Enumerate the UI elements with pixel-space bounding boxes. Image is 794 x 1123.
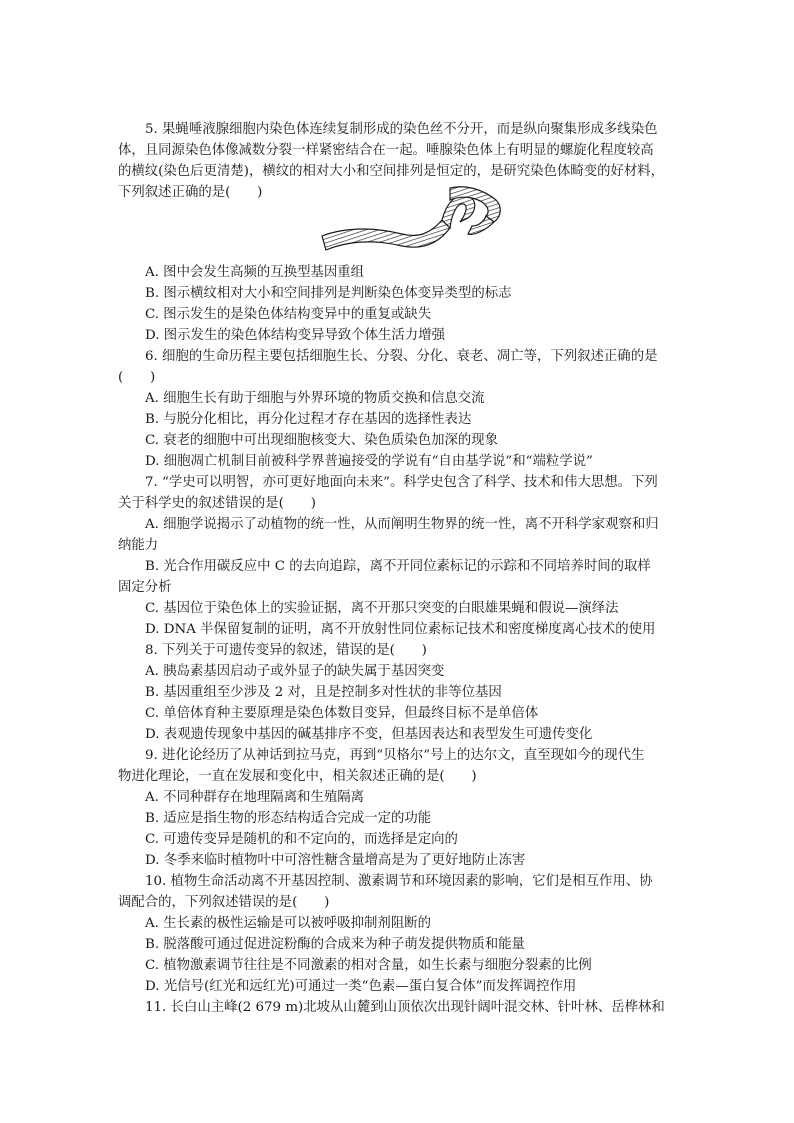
question-6-option-c: C. 衰老的细胞中可出现细胞核变大、染色质染色加深的现象 [145, 433, 499, 448]
question-6-option-b: B. 与脱分化相比，再分化过程才存在基因的选择性表达 [145, 412, 472, 427]
question-10-option-a: A. 生长素的极性运输是可以被呼吸抑制剂阻断的 [145, 916, 431, 931]
question-7-option-c: C. 基因位于染色体上的实验证据，离不开那只突变的白眼雄果蝇和假说—演绎法 [145, 601, 619, 616]
question-8-option-b: B. 基因重组至少涉及 2 对，且是控制多对性状的非等位基因 [145, 685, 502, 700]
question-7-option-a-cont: 纳能力 [118, 538, 159, 553]
question-8-option-c: C. 单倍体育种主要原理是染色体数目变异，但最终目标不是单倍体 [145, 706, 539, 721]
question-5-option-a: A. 图中会发生高频的互换型基因重组 [145, 265, 365, 280]
chromosome-loop [442, 195, 475, 228]
chromosome-band-left [322, 220, 450, 250]
question-8-option-d: D. 表观遗传现象中基因的碱基排序不变，但基因表达和表型发生可遗传变化 [145, 727, 593, 742]
question-5-line-3: 的横纹(染色后更清楚)，横纹的相对大小和空间排列是恒定的，是研究染色体畸变的好材料， [118, 164, 665, 179]
question-9-line-1: 9. 进化论经历了从神话到拉马克，再到“贝格尔”号上的达尔文，直至现如今的现代生 [145, 748, 645, 763]
question-10-line-1: 10. 植物生命活动离不开基因控制、激素调节和环境因素的影响，它们是相互作用、协 [145, 874, 653, 889]
question-11-line-1: 11. 长白山主峰(2 679 m)北坡从山麓到山顶依次出现针阔叶混交林、针叶林、岳桦林和 [145, 1000, 665, 1015]
question-10-option-c: C. 植物激素调节往往是不同激素的相对含量，如生长素与细胞分裂素的比例 [145, 958, 592, 973]
question-7-line-1: 7. “学史可以明智，亦可更好地面向未来”。科学史包含了科学、技术和伟大思想。下列 [145, 475, 658, 490]
question-5-line-4: 下列叙述正确的是( ) [118, 185, 263, 200]
question-9-option-b: B. 适应是指生物的形态结构适合完成一定的功能 [145, 811, 432, 826]
question-10-option-d: D. 光信号(红光和远红光)可通过一类“色素—蛋白复合体”而发挥调控作用 [145, 979, 577, 994]
chromosome-figure [318, 182, 504, 256]
question-9-option-c: C. 可遗传变异是随机的和不定向的，而选择是定向的 [145, 832, 458, 847]
question-5-line-2: 体，且同源染色体像减数分裂一样紧密结合在一起。唾腺染色体上有明显的螺旋化程度较高 [118, 143, 654, 158]
question-9-option-d: D. 冬季来临时植物叶中可溶性糖含量增高是为了更好地防止冻害 [145, 853, 526, 868]
question-5-option-b: B. 图示横纹相对大小和空间排列是判断染色体变异类型的标志 [145, 286, 512, 301]
question-7-option-d: D. DNA 半保留复制的证明，离不开放射性同位素标记技术和密度梯度离心技术的使用 [145, 622, 656, 637]
question-10-line-2: 调配合的，下列叙述错误的是( ) [118, 895, 330, 910]
question-7-option-b: B. 光合作用碳反应中 C 的去向追踪，离不开同位素标记的示踪和不同培养时间的取样 [145, 559, 651, 574]
chromosome-band-right [450, 187, 500, 235]
question-8-line-1: 8. 下列关于可遗传变异的叙述，错误的是( ) [145, 643, 427, 658]
question-7-option-a: A. 细胞学说揭示了动植物的统一性，从而阐明生物界的统一性，离不开科学家观察和归 [145, 517, 659, 532]
question-6-option-a: A. 细胞生长有助于细胞与外界环境的物质交换和信息交流 [145, 391, 485, 406]
question-9-line-2: 物进化理论，一直在发展和变化中，相关叙述正确的是( ) [118, 769, 477, 784]
question-7-line-2: 关于科学史的叙述错误的是( ) [118, 496, 316, 511]
question-6-line-2: ( ) [118, 370, 156, 385]
question-9-option-a: A. 不同种群存在地理隔离和生殖隔离 [145, 790, 365, 805]
question-5-option-d: D. 图示发生的染色体结构变异导致个体生活力增强 [145, 328, 445, 343]
question-10-option-b: B. 脱落酸可通过促进淀粉酶的合成来为种子萌发提供物质和能量 [145, 937, 525, 952]
question-6-line-1: 6. 细胞的生命历程主要包括细胞生长、分裂、分化、衰老、凋亡等，下列叙述正确的是 [145, 349, 658, 364]
question-6-option-d: D. 细胞凋亡机制目前被科学界普遍接受的学说有“自由基学说”和“端粒学说” [145, 454, 593, 469]
question-7-option-b-cont: 固定分析 [118, 580, 172, 595]
question-5-line-1: 5. 果蝇唾液腺细胞内染色体连续复制形成的染色丝不分开，而是纵向聚集形成多线染色 [145, 122, 658, 137]
question-8-option-a: A. 胰岛素基因启动子或外显子的缺失属于基因突变 [145, 664, 445, 679]
question-5-option-c: C. 图示发生的是染色体结构变异中的重复或缺失 [145, 307, 432, 322]
